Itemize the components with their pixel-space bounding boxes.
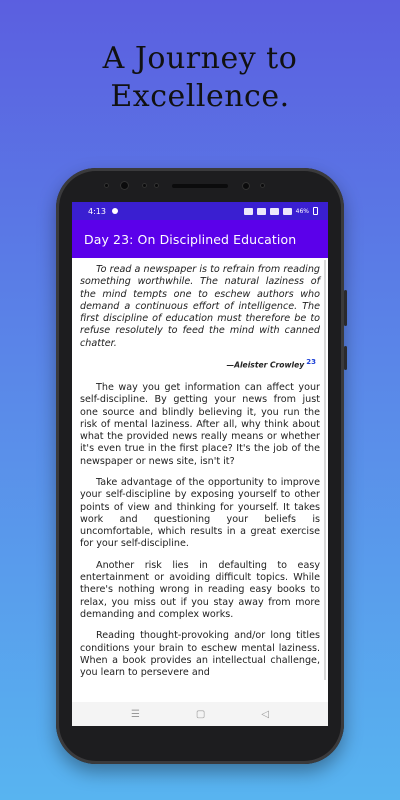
sensor-icon <box>154 183 159 188</box>
battery-percent: 46% <box>295 207 309 215</box>
quote-author: —Aleister Crowley <box>226 360 305 370</box>
back-icon[interactable]: ◁ <box>261 708 270 720</box>
promo-headline <box>0 40 400 116</box>
signal-icon <box>283 208 292 215</box>
phone-frame <box>56 168 344 764</box>
sensor-icon <box>142 183 147 188</box>
sensor-icon <box>260 183 265 188</box>
quote-attribution <box>80 356 316 372</box>
article-paragraph: The way you get information can affect your self-discipline. By getting your news from just one source and blindly believing it, you run the risk of mental laziness. After all, why think about what the provided news really means or whether it's even true in the first place? It's the job of the newspaper or news site, isn't it? <box>80 381 320 467</box>
status-bar <box>72 202 328 220</box>
status-time: 4:13 <box>88 206 106 216</box>
promo-line-1: A Journey to <box>102 41 298 76</box>
power-button <box>344 290 347 326</box>
data-icon <box>257 208 266 215</box>
scrollbar[interactable] <box>324 260 326 680</box>
volume-button <box>344 346 347 370</box>
page-title: Day 23: On Disciplined Education <box>84 231 297 247</box>
footnote-link[interactable]: 23 <box>306 358 316 367</box>
recents-icon[interactable]: ☰ <box>130 708 140 720</box>
speaker-grille <box>172 184 228 188</box>
mute-icon <box>244 208 253 215</box>
sensor-icon <box>104 183 109 188</box>
home-icon[interactable]: ▢ <box>195 708 206 720</box>
wifi-icon <box>270 208 279 215</box>
content-fade <box>72 684 328 702</box>
front-camera-icon <box>120 181 129 190</box>
promo-line-2: Excellence. <box>110 79 290 114</box>
article-paragraph: Take advantage of the opportunity to improve your self-discipline by exposing yourself to other points of view and thinking for yourself. It takes work and questioning your beliefs is uncomfortable, which results in a great exercise for your self-discipline. <box>80 476 320 550</box>
phone-screen <box>72 202 328 726</box>
battery-icon <box>313 207 318 215</box>
navigation-bar <box>72 702 328 726</box>
article-content[interactable] <box>72 258 328 702</box>
app-bar <box>72 220 328 258</box>
epigraph-quote: To read a newspaper is to refrain from reading something worthwhile. The natural laziness of the mind tempts one to eschew authors who demand a continuous effort of intelligence. The first discipline of education must therefore be to refuse resolutely to feed the mind with canned chatter. <box>80 264 320 349</box>
front-camera-icon <box>242 182 250 190</box>
notification-icon <box>112 208 118 214</box>
article-paragraph: Reading thought-provoking and/or long titles conditions your brain to eschew mental laziness. When a book provides an intellectual challenge, you learn to persevere and <box>80 630 320 679</box>
article-paragraph: Another risk lies in defaulting to easy entertainment or avoiding difficult topics. While there's nothing wrong in reading easy books to relax, you miss out if you stay away from more demanding and complex works. <box>80 559 320 620</box>
